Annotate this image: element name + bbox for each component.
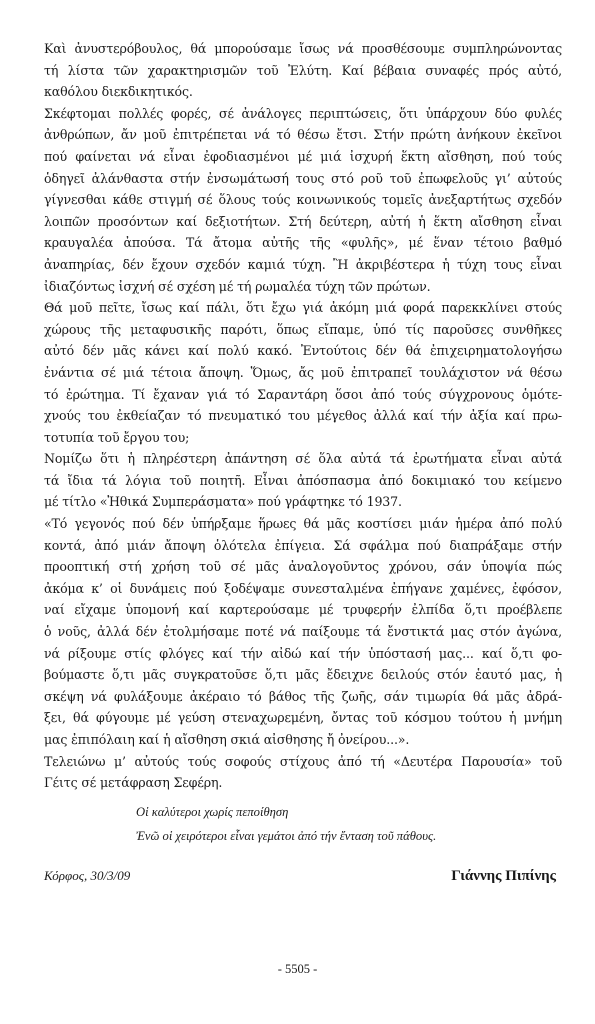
text-line: σκέψη νά φυλάξουμε ἀκέραιο τό βάθος τῆς ζωῆς, σάν τιμωρία θά μᾶς ἀδρά- (44, 688, 562, 704)
page-body (44, 38, 562, 885)
text-line: πού φαίνεται νά εἶναι ἐφοδιασμένοι μέ μιά ἰσχυρή ἕκτη αἴσθηση, πού τούς (44, 148, 562, 164)
signoff (44, 868, 562, 885)
poem-line: Ἐνῶ οἱ χειρότεροι εἶναι γεμάτοι ἀπό τήν ἔνταση τοῦ πάθους. (136, 828, 437, 843)
text-line: Γέιτς σέ μετάφραση Σεφέρη. (44, 775, 223, 791)
text-line: Νομίζω ὅτι ἡ πληρέστερη ἀπάντηση σέ ὅλα αὐτά τά ἐρωτήματα εἶναι αὐτά (44, 451, 562, 467)
place-date: Κόρφος, 30/3/09 (44, 867, 131, 883)
text-line: τοτυπία τοῦ ἔργου του; (44, 429, 190, 445)
text-line: Τελειώνω μ’ αὐτούς τούς σοφούς στίχους ἀπό τή «Δευτέρα Παρουσία» τοῦ (44, 753, 562, 769)
text-line: νά ρίξουμε στίς φλόγες καί τήν αἰδώ καί τήν ὑπόστασή μας... καί ὅ,τι φο- (44, 645, 562, 661)
author-name: Γιάννης Πιπίνης (451, 867, 556, 884)
text-line: μέ τίτλο «Ἠθικά Συμπεράσματα» πού γράφτηκε τό 1937. (44, 494, 402, 510)
text-line: καθόλου διεκδικητικός. (44, 84, 193, 100)
article-text (44, 38, 562, 794)
paragraph (44, 448, 562, 513)
paragraph (44, 751, 562, 794)
text-line: βούμαστε ὅ,τι μᾶς συγκρατοῦσε ὅ,τι μᾶς ἔδειχνε δειλούς στόν ἑαυτό μας, ἡ (44, 667, 562, 683)
text-line: ὁδηγεῖ ἀλάνθαστα στήν ἐνσωμάτωσή τους στό ροῦ τοῦ ἐπωφελοῦς γι’ αὐτούς (44, 170, 562, 186)
text-line: γίγνεσθαι κάθε στιγμή σέ ὅλους τούς κοινωνικούς τομεῖς ἀνεξαρτήτως σχεδόν (44, 192, 562, 208)
text-line: χνούς του ἐκθείαζαν τό πνευματικό του μέγεθος ἀλλά καί τήν ἀξία καί πρω- (44, 408, 562, 424)
text-line: αὐτό δέν μᾶς κάνει καί πολύ κακό. Ἐντούτοις δέν θά ἐπιχειρηματολογήσω (44, 343, 562, 359)
text-line: «Τό γεγονός πού δέν ὑπήρξαμε ἥρωες θά μᾶς κοστίσει μιάν ἡμέρα ἀπό πολύ (44, 516, 562, 532)
text-line: τά ἴδια τά λόγια τοῦ ποιητῆ. Εἶναι ἀπόσπασμα ἀπό δοκιμιακό του κείμενο (44, 472, 562, 488)
text-line: ὁ νοῦς, ἀλλά δέν ἐτολμήσαμε ποτέ νά παίξουμε τά ἔνστικτά μας στόν ἀγώνα, (44, 624, 562, 640)
text-line: ξει, θά φύγουμε μέ γεύση στεναχωρεμένη, ὄντας τοῦ κόσμου τούτου ἡ μνήμη (44, 710, 562, 726)
text-line: Σκέφτομαι πολλές φορές, σέ ἀνάλογες περιπτώσεις, ὅτι ὑπάρχουν δύο φυλές (44, 105, 562, 121)
text-line: ἐνάντια σέ μιά τέτοια ἄποψη. Ὅμως, ἄς μοῦ ἐπιτραπεῖ τουλάχιστον νά θέσω (44, 364, 562, 380)
poem-quote (136, 800, 562, 848)
text-line: λοιπῶν προσόντων καί δεξιοτήτων. Στή δεύτερη, αὐτή ἡ ἕκτη αἴσθηση εἶναι (44, 213, 562, 229)
text-line: Καὶ ἀνυστερόβουλος, θά μπορούσαμε ἴσως νά προσθέσουμε συμπληρώνοντας (44, 41, 562, 56)
page-number: - 5505 - (277, 962, 318, 976)
text-line: χώρους τῆς μεταφυσικῆς παρότι, ὅπως εἴπαμε, ὑπό τίς παροῦσες συνθῆκες (44, 321, 562, 337)
text-line: τό ἐρώτημα. Τί ἔχαναν γιά τό Σαραντάρη ὅσοι ἀπό τούς σύγχρονους ὁμότε- (44, 386, 562, 402)
text-line: ἀκόμα κ’ οἱ δυνάμεις πού ξοδέψαμε συνεσταλμένα ἐπήγανε χαμένες, ἐφόσον, (44, 580, 562, 596)
text-line: Θά μοῦ πεῖτε, ἴσως καί πάλι, ὅτι ἔχω γιά ἀκόμη μιά φορά παρεκκλίνει στούς (44, 300, 562, 316)
poem-line: Οἱ καλύτεροι χωρίς πεποίθηση (136, 804, 289, 819)
text-line: ἀνθρώπων, ἄν μοῦ ἐπιτρέπεται νά τό θέσω ἔτσι. Στήν πρώτη ἀνήκουν ἐκεῖνοι (44, 127, 562, 143)
paragraph (44, 103, 562, 297)
paragraph (44, 297, 562, 448)
text-line: κοντά, ἀπό μιάν ἄποψη ὁλότελα ἐπίγεια. Σά σφάλμα πού διαπράξαμε στήν (44, 537, 562, 553)
text-line: ἰδιαζόντως ἰσχνή σέ σχέση μέ τή ρωμαλέα τύχη τῶν πρώτων. (44, 278, 431, 294)
text-line: ἀναπηρίας, δέν ἔχουν σχεδόν καμιά τύχη. Ἢ ἀκριβέστερα ἡ τύχη τους εἶναι (44, 256, 562, 272)
text-line: κραυγαλέα ἀπούσα. Τά ἄτομα αὐτῆς τῆς «φυλῆς», μέ ἕναν τέτοιο βαθμό (44, 235, 562, 251)
paragraph (44, 513, 562, 751)
text-line: τή λίστα τῶν χαρακτηρισμῶν τοῦ Ἐλύτη. Καί βέβαια συναφές πρός αὐτό, (44, 62, 562, 78)
text-line: προοπτική στή χρήση τοῦ σέ μᾶς ἀναλογοῦντος χρόνου, σάν ὑποψία πώς (44, 559, 562, 575)
text-line: ναί εἴχαμε ὑπομονή καί καρτερούσαμε μέ τρυφερήν ἐλπίδα ὅ,τι προέβλεπε (44, 602, 562, 618)
paragraph (44, 38, 562, 103)
text-line: μας ἐπιπόλαιη καί ἡ αἴσθηση σκιά αἰσθησης ἤ ὀνείρου...». (44, 732, 410, 747)
